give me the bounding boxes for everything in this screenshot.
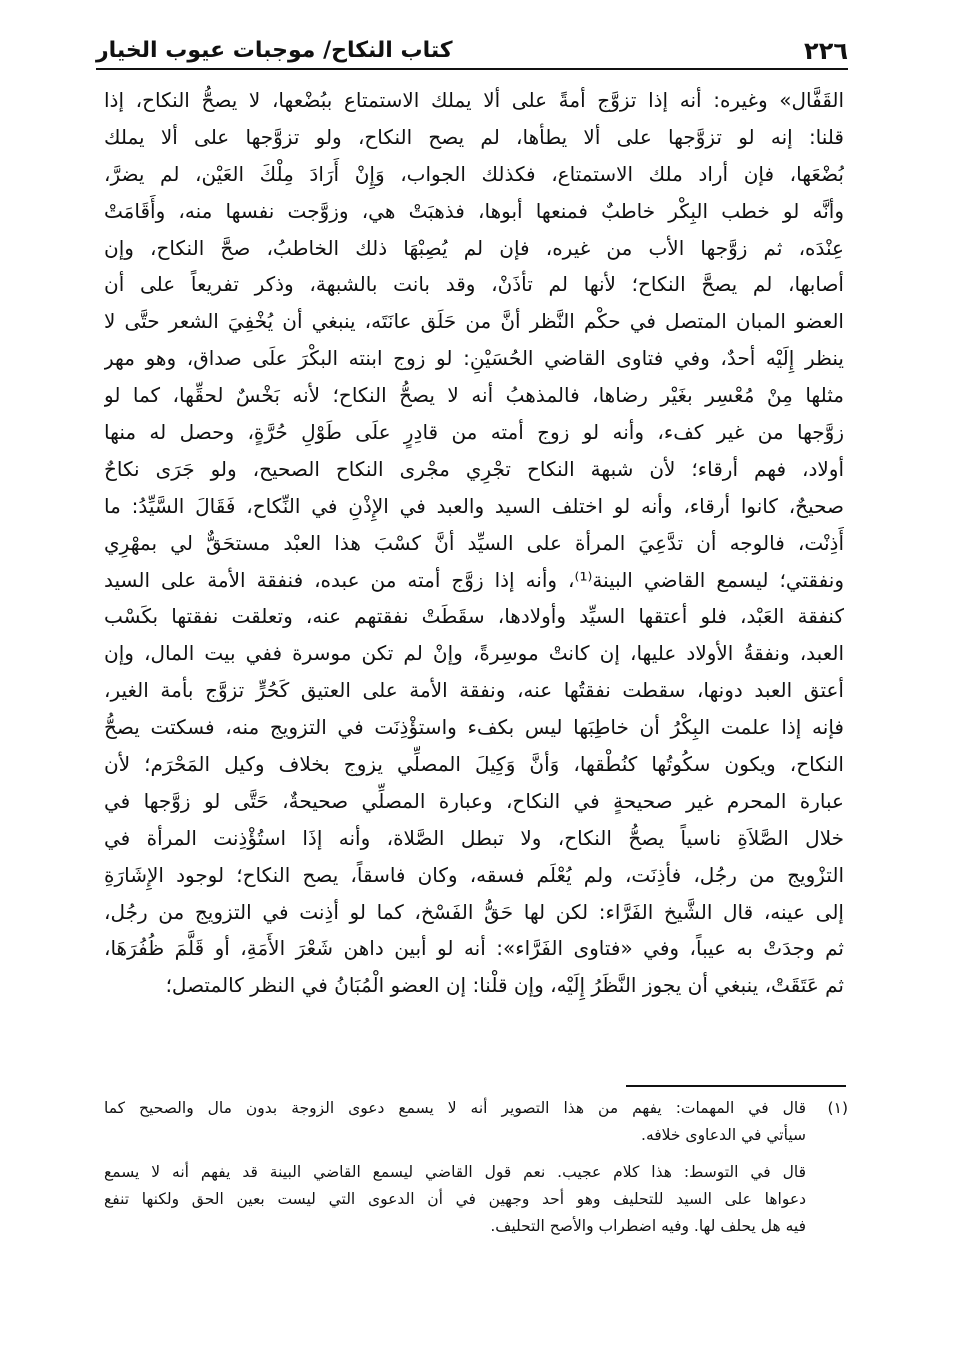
- text-line: فإنه إذا علمت البِكْرُ أن خاطِبَها ليس بكفء واستؤْذِنَت في التزويج منه، فسكتت يصحُّ: [104, 715, 844, 740]
- text-line: أعتق العبد دونها، سقطت نفقتُها عنه، ونفقة الأمة على العتيق كَحُرٍّ تزوَّج بأمة الغير،: [104, 678, 844, 703]
- text-line: القَفَّال» وغيره: أنه إذا تزوَّج أمةً على ألا يملك الاستمتاع ببُضْعها، لا يصحُّ النكاح، إذا: [104, 88, 844, 112]
- text-line: قلنا: إنه لو تزوَّجها على ألا يطأها، لم يصح النكاح، ولو تزوَّجها على ألا يملك: [104, 124, 844, 149]
- text-line: وأنَّه لو خطب البِكْر خاطبٌ فمنعها أبوها، فذهبَتْ هي، وزوَّجت نفسها منه، وأَقَامَتْ: [104, 198, 844, 223]
- footnote-text: [104, 1159, 806, 1240]
- text-line: ونفقتي؛ ليسمع القاضي البينة⁽¹⁾، وأنه إذا زوَّج أمته من عبده، فنفقة الأمة على السيد: [104, 567, 844, 592]
- footnote-line: سيأتي في الدعاوى خلافه.: [641, 1126, 806, 1144]
- footnote-number: [806, 1159, 848, 1240]
- footnote-line: فيه هل يحلف لها. وفيه اضطراب والأصح التحليف.: [490, 1217, 806, 1235]
- footnote-line: دعواها على السيد للتحليف وهو أحد وجهين في أن الدعوى التي ليست بعين الحق ولكنها تنفع: [104, 1190, 806, 1208]
- text-line: زوَّجها من غير كفء، وأنه لو زوج أمته من قادِرٍ علَى طَوْلِ حُرَّةٍ، وحصل له منها: [104, 420, 844, 445]
- text-line: ينظر إِلَيْه أحدٌ، وفي فتاوى القاضي الحُسَيْنِ: لو زوج ابنته البكْرَ علَى صداق، وهو مهر: [104, 346, 844, 371]
- main-text: [104, 82, 844, 1004]
- text-line: العضو المبان المتصل في حكْم النَّظر أنَّ من حَلَق عانَتَه، ينبغي أن يُخْفِيَ الشعر حتَّى لا: [104, 309, 844, 334]
- text-line: بُضْعَها، فإن أراد ملك الاستمتاع، فكذلك الجواب، وَإِنْ أَرَادَ مِلْكَ العَيْن، لم يضرَّ،: [104, 161, 844, 186]
- footnote-line: قال في التوسط: هذا كلام عجيب. نعم قول القاضي ليسمع القاضي البينة قد يفهم أنه لا يسمع: [104, 1163, 806, 1181]
- text-line: أصابها، لم يصحَّ النكاح؛ لأنها لم تأذَنْ، وقد بانت بالشبهة، وذكر تفريعاً على أن: [104, 272, 844, 297]
- text-line: أَذِنْت، فالوجه أن تدَّعِيَ المرأة على السيِّد أنَّ كسْبَ هذا العبْد مستحَقٌّ لي بمهْرِي: [104, 530, 844, 555]
- text-line: خلال الصَّلاَةِ ناسياً يصحُّ النكاح، ولا تبطل الصَّلاة، وأنه إذَا استُؤْذِنت المرأة في: [104, 825, 844, 850]
- text-line: إلى عينه، قال الشَّيخ الفَرَّاء: لكن لها حَقُّ الفَسْخ، كما لو أذِنت في التزويج من رجُل،: [104, 899, 844, 924]
- footnote-number: (١): [827, 1099, 848, 1117]
- text-line: صحيحٌ، كانوا أرقاء، وأنه لو اختلف السيد والعبد في الإِذْنِ في النِّكاح، فَقَالَ السَّيِّدُ: ما: [104, 493, 844, 518]
- text-line: النكاح، ويكون سكُوتُها كنُطْقها، وَأنَّ وَكِيلَ المصلِّي يزوج بخلاف وكيل المَحْرَم؛ لأن: [104, 752, 844, 777]
- running-title: كتاب النكاح/ موجبات عيوب الخيار: [96, 38, 453, 63]
- text-line: عبارة المحرم غير صحيحةٍ في النكاح، وعبارة المصلِّي صحيحةٌ، حَتَّى لو زوَّجها في: [104, 788, 844, 813]
- footnote-continuation: [104, 1159, 848, 1240]
- text-line: ثم عَتَقَتْ، ينبغي أن يجوز النَّظَرُ إِلَيْه، وإن قلْنا: إن العضو الْمُبَانُ في النظر كالمتصل؛: [165, 973, 844, 998]
- text-line: عِنْدَه، ثم زوَّجها الأب من غيره، فإن لم يُصِبْهَا ذلك الخاطبُ، صحَّ النكاح، وإن: [104, 235, 844, 260]
- footnote-text: [104, 1095, 806, 1149]
- running-header: [96, 22, 848, 66]
- text-line: العبد، ونفقةُ الأولاد عليها، إن كانتْ موسِرةً، وإنْ لم تكن موسرة ففي بيت المال، وإن: [104, 641, 844, 666]
- footnote-separator: [626, 1085, 846, 1087]
- text-line: مثلها مِنْ مُعْسِر بغَيْر رضاها، فالمذهبُ أنه لا يصحُّ النكاح؛ لأنه بَخْسٌ لحقِّها، كما لو: [104, 383, 844, 408]
- footnote-line: قال في المهمات: يفهم من هذا التصوير أنه لا يسمع دعوى الزوجة بدون مال والصحيح كما: [104, 1099, 806, 1117]
- text-line: أولاد، فهم أرقاء؛ لأن شبهة النكاح تجْرِي مجْرى النكاح الصحيح، ولو جَرَى نكاحٌ: [104, 456, 844, 481]
- footnote: [104, 1095, 848, 1149]
- text-line: ثم وجدَتْ به عيباً، وفي «فتاوى الفَرَّاء»: أنه لو أبين داهن شَعْرَ الأَمَةِ، أو قَلَّمَ ظُفُرَهَا،: [104, 936, 844, 961]
- header-rule: [96, 68, 848, 70]
- text-line: التزْويج من رجُل، فأذِنَت، ولم يُعْلَم فسقه، وكان فاسقاً، يصح النكاح؛ لوجود الإِشَارَةِ: [104, 862, 844, 887]
- page-number: ٢٢٦: [804, 37, 848, 65]
- text-line: كنفقة العَبْد، فلو أعتقها السيِّد وأولادها، سقَطَتْ نفقتهم عنه، وتعلقت نفقتها بكَسْب: [104, 604, 844, 629]
- footnotes: [104, 1095, 848, 1240]
